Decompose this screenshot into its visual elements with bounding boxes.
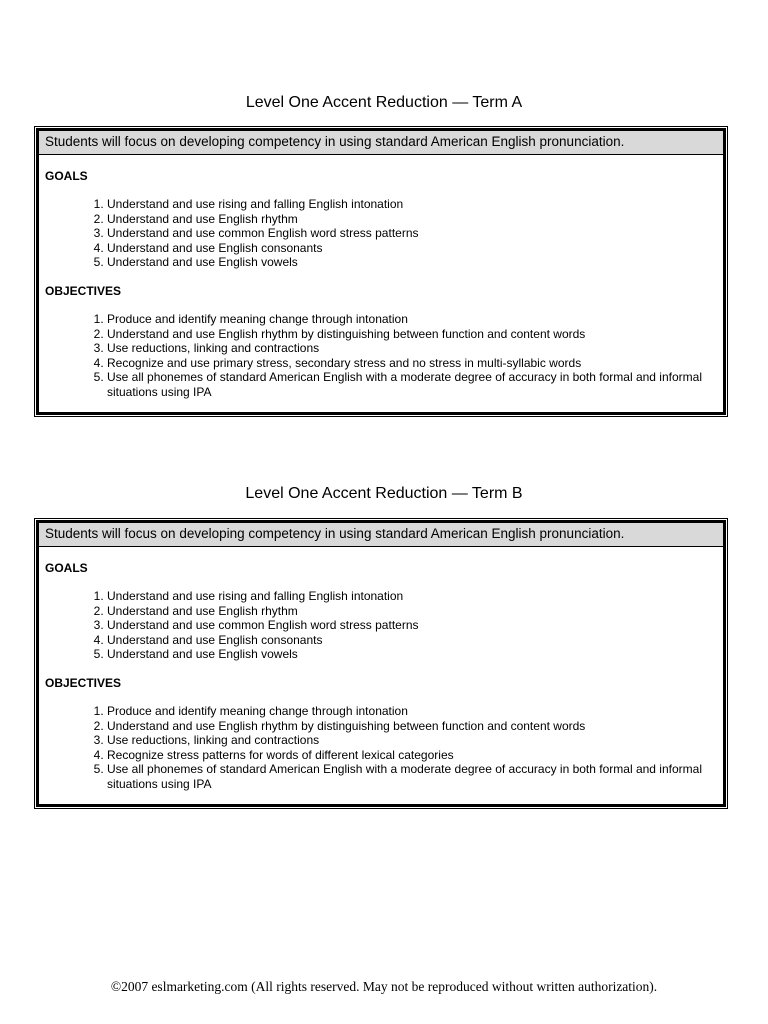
list-item: 2. Understand and use English rhythm by distinguishing between function and content words xyxy=(107,327,723,342)
list-item: 1. Produce and identify meaning change through intonation xyxy=(107,704,723,719)
term-b-title: Level One Accent Reduction — Term B xyxy=(245,485,523,502)
list-item: 4. Recognize and use primary stress, secondary stress and no stress in multi-syllabic words xyxy=(107,356,723,371)
list-item: 3. Use reductions, linking and contractions xyxy=(107,341,723,356)
term-a-intro: Students will focus on developing competency in using standard American English pronunciation. xyxy=(39,131,723,155)
term-b-intro: Students will focus on developing competency in using standard American English pronunciation. xyxy=(39,523,723,547)
term-b-objectives-list xyxy=(39,704,723,792)
list-item: 1. Understand and use rising and falling English intonation xyxy=(107,197,723,212)
copyright-footer: ©2007 eslmarketing.com (All rights reserved. May not be reproduced without written authorization). xyxy=(110,979,658,994)
list-item: 2. Understand and use English rhythm by distinguishing between function and content words xyxy=(107,719,723,734)
term-b-box xyxy=(36,520,726,807)
list-item: 1. Understand and use rising and falling English intonation xyxy=(107,589,723,604)
list-item: 2. Understand and use English rhythm xyxy=(107,604,723,619)
term-b-goals-list xyxy=(39,589,723,662)
list-item: 4. Understand and use English consonants xyxy=(107,241,723,256)
list-item: 1. Produce and identify meaning change through intonation xyxy=(107,312,723,327)
list-item: 2. Understand and use English rhythm xyxy=(107,212,723,227)
list-item: 4. Recognize stress patterns for words of different lexical categories xyxy=(107,748,723,763)
term-a-goals-label: GOALS xyxy=(45,169,88,183)
list-item: 5. Understand and use English vowels xyxy=(107,647,723,662)
term-a-objectives-list xyxy=(39,312,723,400)
term-a-goals-list xyxy=(39,197,723,270)
list-item: 5. Understand and use English vowels xyxy=(107,255,723,270)
term-a-box xyxy=(36,128,726,415)
list-item: 4. Understand and use English consonants xyxy=(107,633,723,648)
list-item: 3. Understand and use common English word stress patterns xyxy=(107,226,723,241)
term-a-objectives-label: OBJECTIVES xyxy=(45,283,122,298)
list-item: 5. Use all phonemes of standard American English with a moderate degree of accuracy in both formal and informal situations using IPA xyxy=(107,762,723,791)
list-item: 3. Understand and use common English word stress patterns xyxy=(107,618,723,633)
term-b-goals-label: GOALS xyxy=(45,561,88,575)
list-item: 5. Use all phonemes of standard American English with a moderate degree of accuracy in both formal and informal situations using IPA xyxy=(107,370,723,399)
list-item: 3. Use reductions, linking and contractions xyxy=(107,733,723,748)
term-a-title: Level One Accent Reduction — Term A xyxy=(245,94,523,111)
term-b-objectives-label: OBJECTIVES xyxy=(45,675,122,690)
